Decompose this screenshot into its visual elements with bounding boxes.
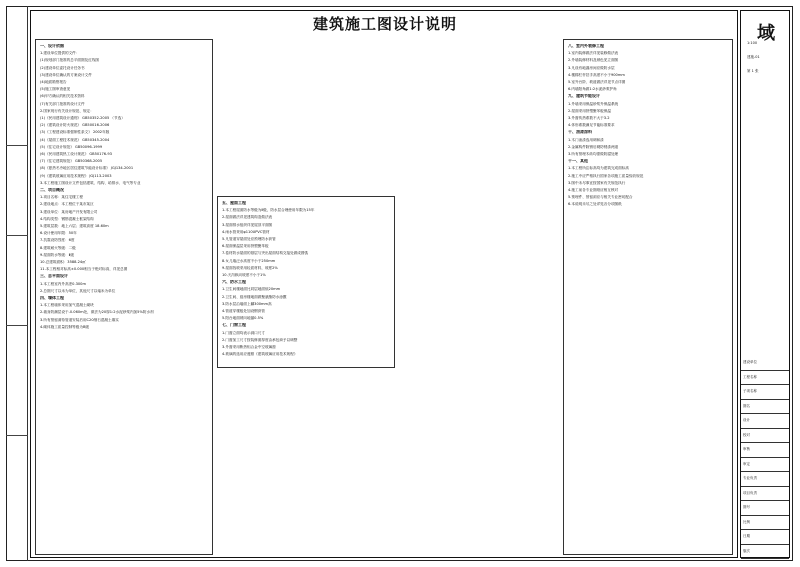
title-block-label: 建设单位 (743, 360, 757, 364)
section-heading: 五、屋面工程 (222, 201, 246, 205)
note-line: 4.结构类型：钢筋混凝土框架结构 (40, 216, 94, 221)
title-block-label: 专业负责 (743, 476, 757, 480)
note-line: 9.屋面找坡采用轻质材料，坡度2% (222, 265, 278, 270)
note-line: 6.设计使用年限：50年 (40, 231, 77, 236)
title-block-label: 比例 (743, 519, 750, 524)
note-line: 5.阳台地面坡向地漏0.5% (222, 316, 264, 321)
title-block-label: 日期 (743, 534, 750, 538)
section-heading: 十、油漆涂料 (568, 130, 592, 135)
note-line: 3.所有预留洞待管道安装后用C20细石混凝土填实 (40, 317, 119, 322)
company-logo: 域 (757, 23, 775, 44)
note-line: 6.本说明未尽之处详见各分项图纸 (568, 202, 622, 207)
note-line: (3)《工程建设标准强制性条文》 2002年版 (40, 130, 110, 135)
drawing-frame (30, 10, 738, 558)
title-block-value: 1:100 (747, 41, 758, 45)
note-line: 5.建筑层数：地上六层；建筑高度 18.60m (40, 224, 109, 228)
note-line: (6)甲方确认的相关技术资料 (40, 94, 85, 99)
title-block-row (741, 443, 789, 458)
note-line: (2)建设单位委托设计任务书 (40, 65, 85, 70)
section-heading: 八、室内外装修工程 (568, 44, 604, 48)
note-line: 5.预埋件、预留洞应与相关专业密切配合 (568, 195, 633, 200)
page-title: 建筑施工图设计说明 (312, 15, 457, 33)
note-line: 2.卫生间、厨房楼地面做聚氨酯防水涂膜 (222, 294, 287, 299)
title-block-value: 第 1 张 (747, 69, 759, 73)
note-line: (1)规划部门批准的总平面图及红线图 (40, 58, 99, 63)
note-line: (1)《民用建筑设计通则》 GB50352-2005 （节选） (40, 116, 125, 120)
section-heading: 二、项目概况 (40, 188, 64, 192)
note-line: (7)《住宅建筑规范》 GB50368-2005 (40, 159, 103, 164)
note-line: 1.卫生间楼地面比同层地面低20mm (222, 287, 281, 292)
note-line: (4)地质勘察报告 (40, 80, 67, 84)
note-line: 9.屋面防水等级：Ⅱ级 (40, 252, 74, 257)
note-line: 7.卷材防水屋面的基层与突出屋面结构交接处做成圆弧 (222, 251, 309, 256)
note-line: (5)《住宅设计规范》 GB50096-1999 (40, 144, 103, 149)
title-block-value: 建施-01 (747, 55, 760, 59)
note-line: 5.凡管道穿屋面处应预埋防水套管 (222, 237, 276, 241)
note-line: 2.门窗加工尺寸按装修面厚度由承包商予以调整 (222, 337, 298, 342)
note-line: 10.天沟纵向坡度不小于1% (222, 273, 266, 277)
note-line: 2.国家现行有关设计规范、规定： (40, 108, 94, 113)
title-block-label: 工程名称 (743, 374, 757, 379)
title-block-row (741, 356, 789, 371)
title-block-label: 审核 (743, 447, 750, 451)
section-heading: 九、建筑节能设计 (568, 94, 600, 99)
title-block-row (741, 545, 789, 560)
binding-cell (6, 146, 28, 236)
note-line: 2.外墙装修材料及颜色见立面图 (568, 58, 619, 63)
note-line: 1.本工程墙体采用加气混凝土砌块 (40, 303, 94, 308)
title-block-row (741, 472, 789, 487)
note-line: 4.雨水管采用φ110UPVC管材 (222, 229, 270, 234)
section-heading: 四、墙体工程 (40, 296, 64, 300)
section-heading: 十一、其他 (568, 159, 588, 164)
section-heading: 六、防水工程 (222, 280, 246, 285)
note-line: 8.建筑耐火等级：二级 (40, 245, 76, 250)
title-block-row (741, 501, 789, 516)
note-line: 4.体形系数满足节能标准要求 (568, 123, 615, 128)
title-block-row (741, 429, 789, 444)
note-line: (4)《屋面工程技术规范》 GB50345-2004 (40, 137, 110, 142)
note-line: 2.墙身防潮层设于-0.060m处，做法为20厚1:2水泥砂浆内加5%防水剂 (40, 310, 154, 315)
note-line: 1.本工程所注标高均为建筑完成面标高 (568, 166, 629, 171)
note-line: 3.建设单位：某房地产开发有限公司 (40, 209, 98, 214)
title-block-label: 审定 (743, 461, 750, 466)
title-block-row (741, 385, 789, 400)
note-line: 1.本工程室内外高差0.300m (40, 281, 86, 286)
note-line: 3.本工程施工图设计文件包括建筑、结构、给排水、电气等专业 (40, 180, 141, 185)
note-line: 8.女儿墙泛水高度不小于250mm (222, 258, 276, 263)
note-line: 2.屋面做法详见建筑构造做法表 (222, 215, 273, 220)
binding-cell (6, 6, 28, 146)
note-line: 2.建设地点：本工程位于某市某区 (40, 202, 94, 207)
note-line: (5)施工图审查意见 (40, 87, 71, 92)
note-line: 1.建设单位提供的文件： (40, 51, 80, 56)
note-line: 6.屋面保温层采用挤塑聚苯板 (222, 244, 269, 249)
note-line: 4.玻璃的选用应遵照《建筑玻璃应用技术规程》 (222, 352, 298, 357)
title-block-label: 子项名称 (743, 389, 757, 393)
title-block-row (741, 487, 789, 502)
note-line: 6.内墙阳角做1:2水泥砂浆护角 (568, 87, 617, 92)
section-heading: 七、门窗工程 (222, 323, 246, 328)
section-heading: 一、设计依据 (40, 44, 64, 48)
note-line: 11.本工程相对标高±0.000相当于绝对标高，详见总图 (40, 267, 128, 272)
note-line: 4.楼梯栏杆扶手高度不小于900mm (568, 72, 625, 77)
note-line: 5.室外台阶、坡道做法详见节点详图 (568, 80, 626, 84)
note-line: 3.凡设有地漏房间应做防水层 (568, 65, 615, 70)
note-line: 7.抗震设防烈度：6度 (40, 238, 75, 243)
title-block-row (741, 516, 789, 531)
note-line: 2.施工中应严格执行国家各项施工质量验收规范 (568, 173, 644, 178)
note-line: 4.施工前各专业图纸应相互核对 (568, 188, 619, 192)
title-block-row (741, 530, 789, 545)
note-line: (7)有关部门批准的设计文件 (40, 101, 85, 106)
title-block (740, 10, 790, 558)
note-line: (2)《建筑设计防火规范》 GB50016-2006 (40, 123, 110, 128)
title-block-label: 图号 (743, 505, 750, 509)
title-block-label: 版次 (743, 548, 750, 553)
title-block-label: 校对 (743, 432, 750, 437)
title-block-row (741, 400, 789, 415)
note-line: 10.总建筑面积：3588.24㎡ (40, 260, 86, 264)
binding-cell (6, 236, 28, 326)
title-block-label: 项目负责 (743, 490, 757, 495)
note-line: 4.管道穿楼板处加设钢套管 (222, 309, 265, 313)
note-line: (6)《民用建筑热工设计规范》 GB50176-93 (40, 152, 112, 156)
note-line: 1.门窗立面均表示洞口尺寸 (222, 330, 265, 335)
title-block-row (741, 414, 789, 429)
note-line: 2.屋面采用挤塑聚苯板保温 (568, 108, 611, 113)
note-line: 3.屋面排水组织详见屋顶平面图 (222, 222, 273, 227)
note-line: (3)建设单位确认的方案设计文件 (40, 72, 92, 77)
note-line: 4.砌体施工质量控制等级为B级 (40, 324, 90, 329)
notes-column-1 (35, 39, 213, 555)
note-line: 2.金属构件除锈后刷防锈漆两道 (568, 144, 619, 149)
note-line: 3.外窗采用断热铝合金中空玻璃窗 (222, 345, 276, 349)
note-line: 1.室内装修做法详见装修做法表 (568, 51, 619, 56)
note-line: (8)《夏热冬冷地区居住建筑节能设计标准》 JGJ134-2001 (40, 166, 134, 171)
note-line: 3.所有预埋木砖均需做防腐处理 (568, 152, 619, 156)
note-line: 1.木门油漆选用调和漆 (568, 137, 604, 142)
note-line: 2.总图尺寸以米为单位，其他尺寸以毫米为单位 (40, 288, 116, 293)
notes-column-2 (217, 196, 395, 368)
title-block-row (741, 458, 789, 473)
title-block-row (741, 371, 789, 386)
note-line: 3.图中未尽事宜按国家有关规范执行 (568, 180, 626, 185)
binding-cell (6, 326, 28, 436)
note-line: 3.防水层沿墙面上翻300mm高 (222, 301, 272, 306)
note-line: 3.外窗传热系数不大于3.2 (568, 116, 610, 120)
note-line: (9)《建筑玻璃应用技术规程》 JGJ113-2003 (40, 173, 112, 178)
title-block-label: 图名 (743, 403, 750, 408)
note-line: 1.本工程屋面防水等级为Ⅱ级，防水层合理使用年限为15年 (222, 208, 315, 213)
binding-strip (6, 6, 28, 561)
notes-column-3 (563, 39, 733, 555)
title-block-label: 设计 (743, 418, 750, 422)
section-heading: 三、总平面设计 (40, 274, 68, 279)
note-line: 1.项目名称：某住宅楼工程 (40, 195, 83, 200)
note-line: 1.外墙采用保温砂浆外保温系统 (568, 101, 619, 106)
